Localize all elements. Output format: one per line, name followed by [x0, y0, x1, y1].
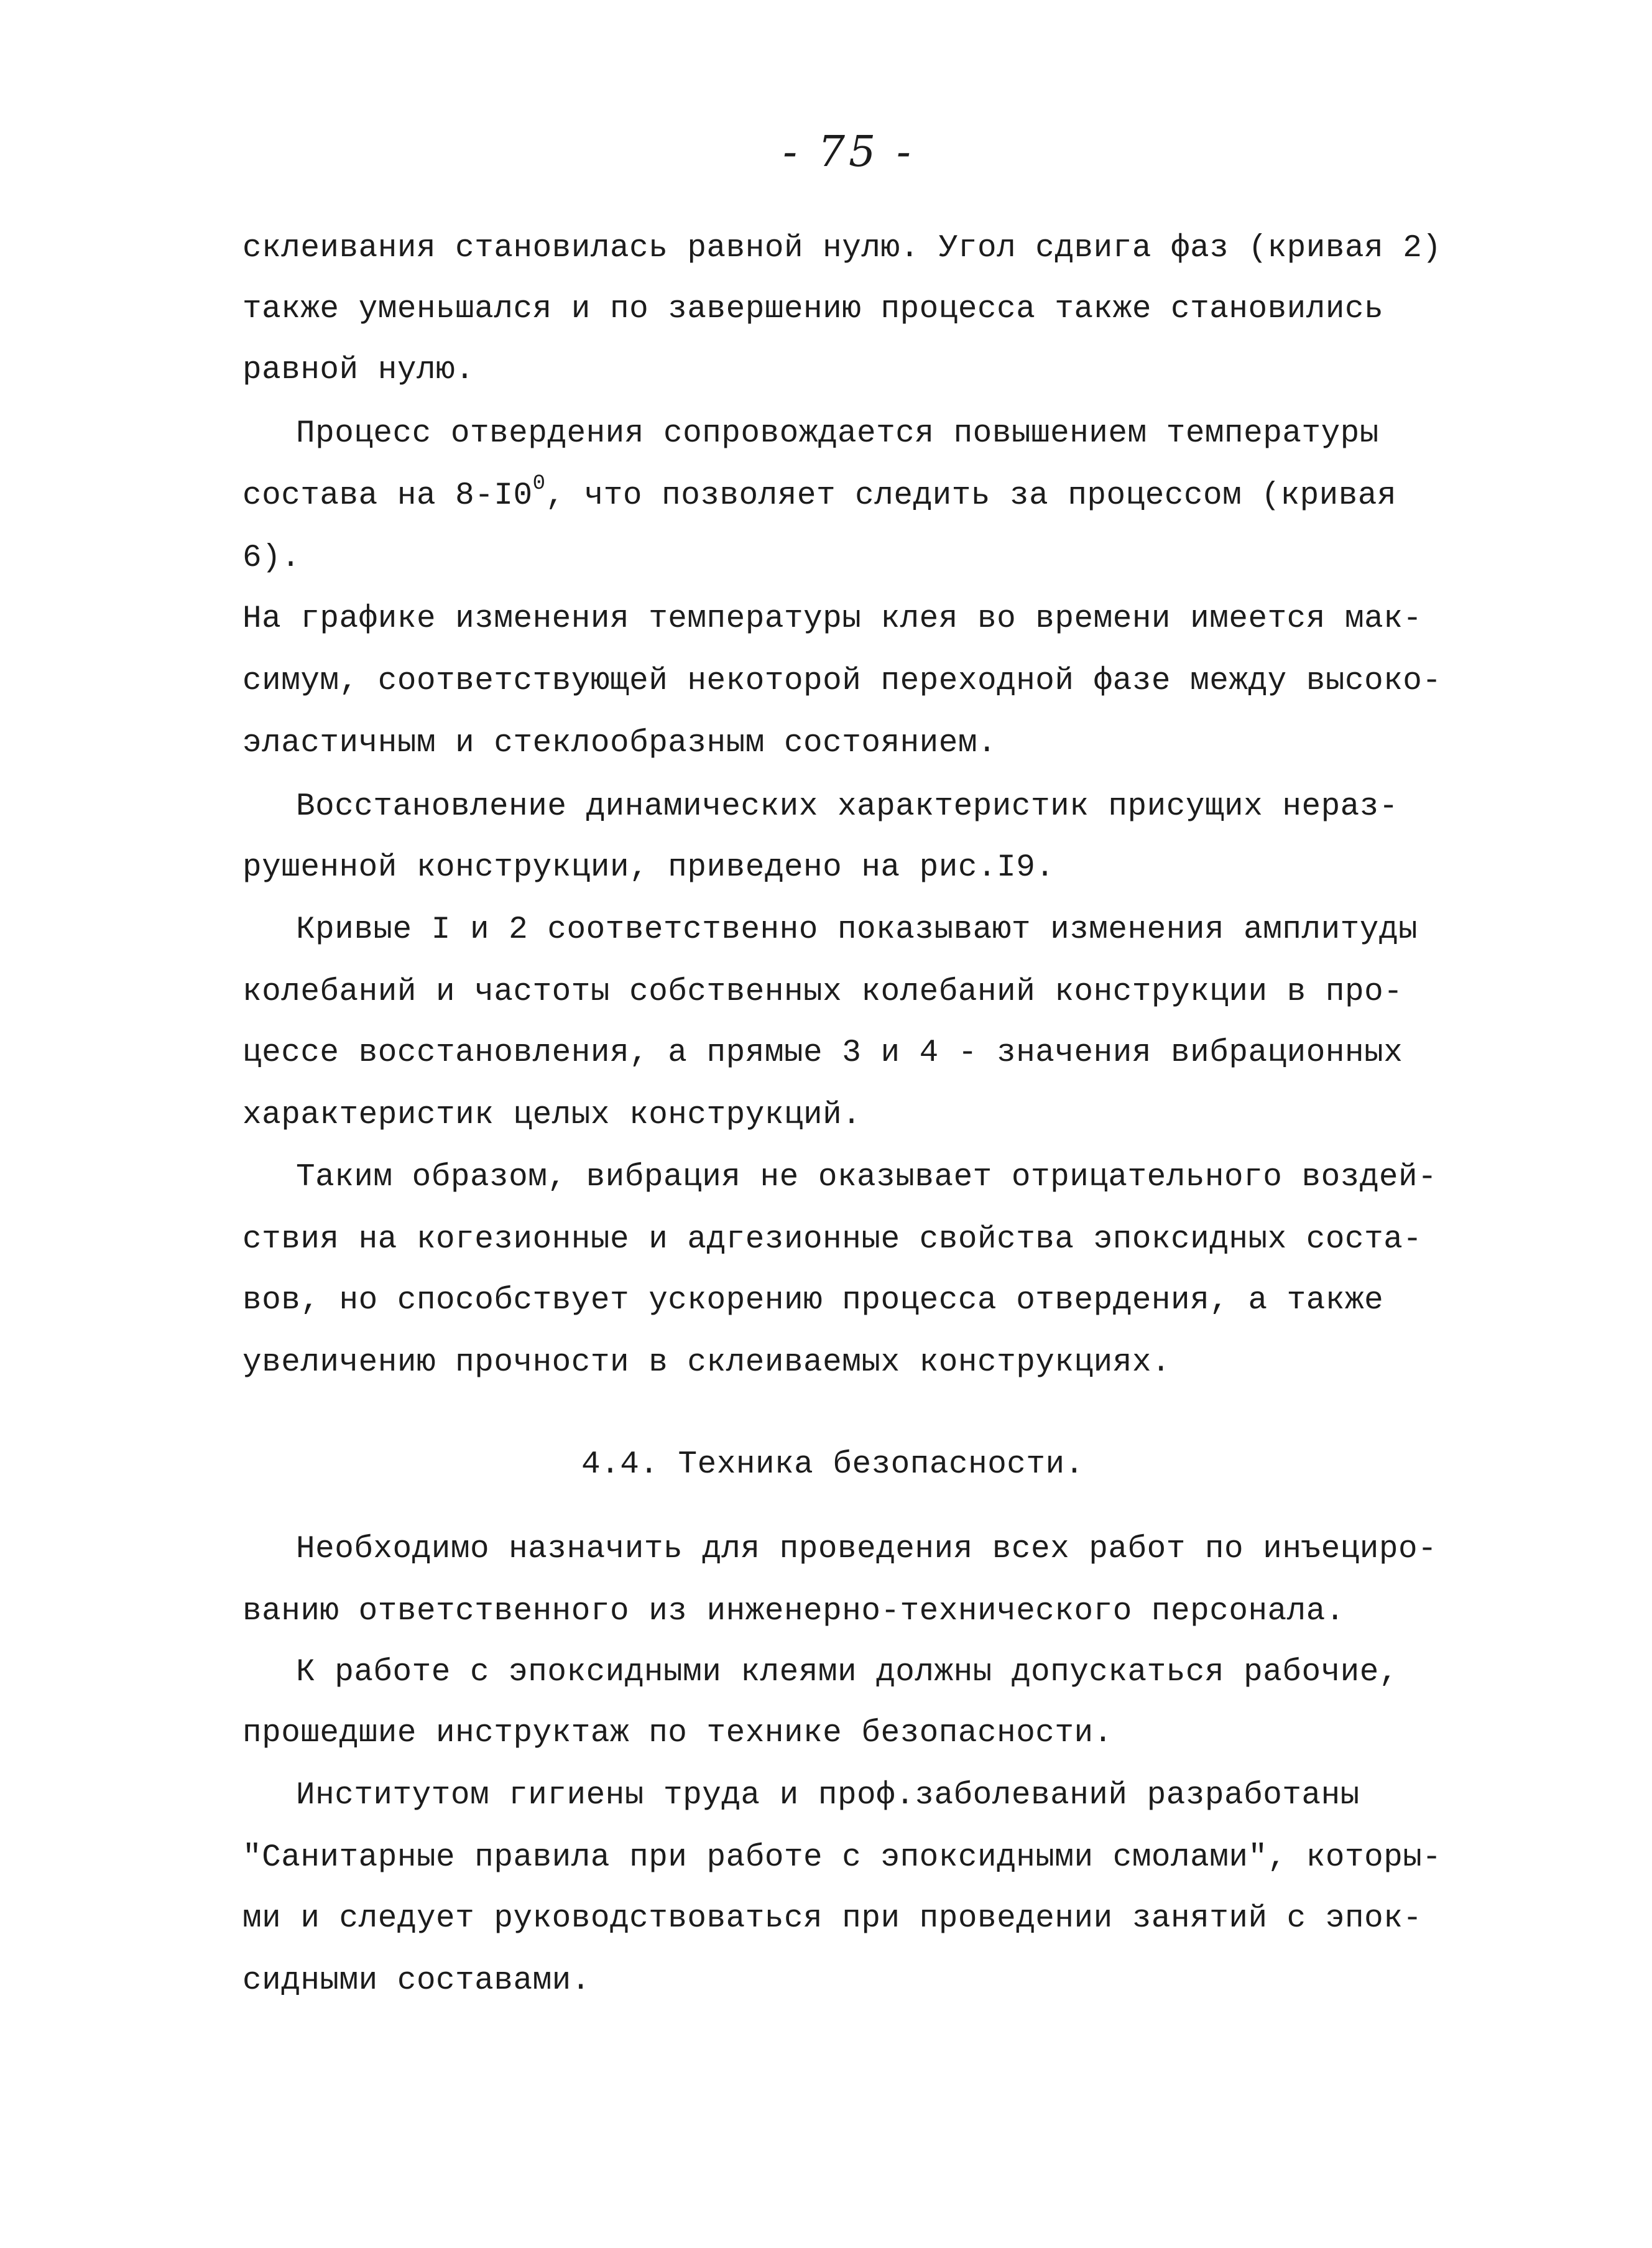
text-line: ствия на когезионные и адгезионные свойства эпоксидных соста-	[242, 1222, 1423, 1257]
text-line: К работе с эпоксидными клеями должны допускаться рабочие,	[296, 1655, 1398, 1690]
text-line: Кривые I и 2 соответственно показывают изменения амплитуды	[296, 912, 1418, 948]
text-segment: , что позволяет следить за процессом (кривая	[545, 478, 1397, 514]
text-line: склеивания становилась равной нулю. Угол сдвига фаз (кривая 2)	[242, 231, 1442, 266]
text-line: Процесс отвердения сопровождается повышением температуры	[296, 416, 1379, 451]
text-line: Таким образом, вибрация не оказывает отрицательного воздей-	[296, 1160, 1437, 1195]
text-line: эластичным и стеклообразным состоянием.	[242, 726, 997, 761]
text-line: ванию ответственного из инженерно-технического персонала.	[242, 1594, 1345, 1629]
page-number: - 75 -	[783, 127, 915, 177]
text-line: цессе восстановления, а прямые 3 и 4 - значения вибрационных	[242, 1035, 1403, 1071]
text-line: ми и следует руководствоваться при проведении занятий с эпок-	[242, 1901, 1423, 1936]
text-line: также уменьшался и по завершению процесса также становились	[242, 292, 1384, 327]
text-line: колебаний и частоты собственных колебаний конструкции в про-	[242, 974, 1403, 1010]
text-line: сидными составами.	[242, 1963, 591, 1999]
text-segment: состава на 8-I0	[242, 478, 533, 514]
text-line: характеристик целых конструкций.	[242, 1098, 862, 1133]
text-line: На графике изменения температуры клея во времени имеется мак-	[242, 601, 1423, 637]
text-line	[242, 472, 1397, 515]
text-line: рушенной конструкции, приведено на рис.I9.	[242, 850, 1055, 886]
section-heading: 4.4. Техника безопасности.	[581, 1447, 1084, 1482]
text-line: увеличению прочности в склеиваемых конструкциях.	[242, 1345, 1171, 1381]
text-line: 6).	[242, 540, 301, 576]
text-line: Институтом гигиены труда и проф.заболеваний разработаны	[296, 1778, 1360, 1813]
text-line: Необходимо назначить для проведения всех работ по инъециро-	[296, 1532, 1437, 1567]
text-line: равной нулю.	[242, 353, 475, 388]
degree-superscript: 0	[532, 472, 546, 496]
text-line: вов, но способствует ускорению процесса отвердения, а также	[242, 1283, 1384, 1318]
text-line: симум, соответствующей некоторой переходной фазе между высоко-	[242, 664, 1442, 699]
text-line: "Санитарные правила при работе с эпоксидными смолами", которы-	[242, 1840, 1442, 1876]
text-line: Восстановление динамических характеристик присущих нераз-	[296, 789, 1398, 825]
text-line: прошедшие инструктаж по технике безопасности.	[242, 1716, 1113, 1751]
